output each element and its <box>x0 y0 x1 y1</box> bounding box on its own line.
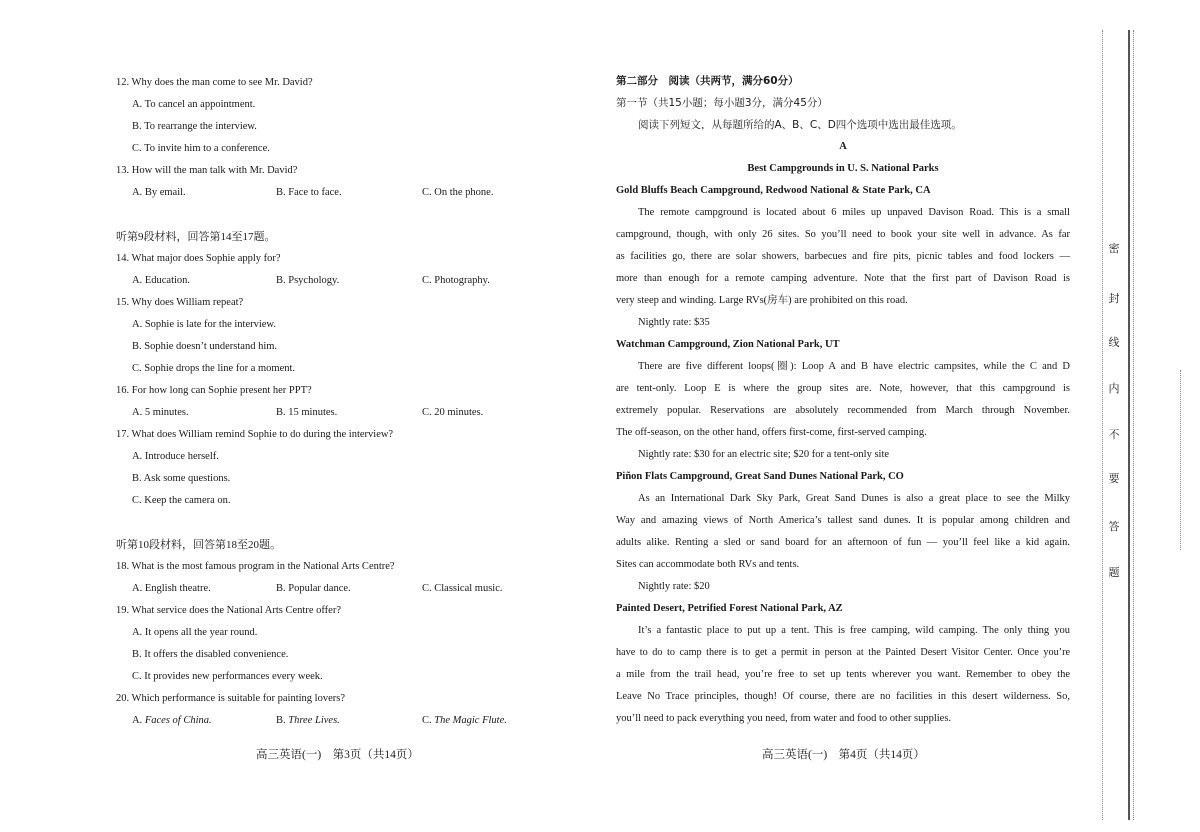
question-17: 17. What does William remind Sophie to do during the interview? <box>116 429 394 440</box>
camp-3-line-3: adults alike. Renting a sled or sand board for an afternoon of fun — you’ll feel like a kid again. <box>616 537 1070 548</box>
question-20-option-c: C. The Magic Flute. <box>422 715 507 726</box>
question-12-option-a: A. To cancel an appointment. <box>132 99 256 110</box>
question-18-option-c: C. Classical music. <box>422 583 503 594</box>
binding-char: 密 <box>1108 242 1120 255</box>
q20-option-c-title: The Magic Flute. <box>434 715 507 726</box>
binding-strip <box>1100 0 1200 832</box>
binding-dotted-line <box>1102 30 1103 820</box>
binding-char: 封 <box>1108 292 1120 305</box>
section-title: 第一节（共15小题；每小题3分，满分45分） <box>616 97 828 109</box>
binding-dotted-line-outer <box>1180 370 1181 550</box>
camp-3-name: Piñon Flats Campground, Great Sand Dunes National Park, CO <box>616 471 904 482</box>
binding-dotted-line-inner <box>1133 30 1134 820</box>
section-heading-9: 听第9段材料，回答第14至17题。 <box>116 231 276 243</box>
camp-1-line-4: more than enough for a remote camping adventure. Note that the first part of Davison Road is <box>616 273 1070 284</box>
question-14-option-c: C. Photography. <box>422 275 490 286</box>
camp-4-line-4: Leave No Trace principles, though! Of course, there are no facilities in this desert wilderness. So, <box>616 691 1070 702</box>
binding-char: 要 <box>1108 472 1120 485</box>
question-15-option-c: C. Sophie drops the line for a moment. <box>132 363 296 374</box>
question-13: 13. How will the man talk with Mr. David? <box>116 165 298 176</box>
right-page-footer: 高三英语(一) 第4页（共14页） <box>762 749 925 761</box>
question-15-option-b: B. Sophie doesn’t understand him. <box>132 341 278 352</box>
question-13-option-a: A. By email. <box>132 187 186 198</box>
question-14: 14. What major does Sophie apply for? <box>116 253 281 264</box>
q20-option-a-title: Faces of China. <box>144 715 212 726</box>
camp-3-rate: Nightly rate: $20 <box>638 581 710 592</box>
left-page-footer: 高三英语(一) 第3页（共14页） <box>256 749 419 761</box>
question-17-option-b: B. Ask some questions. <box>132 473 231 484</box>
question-16-option-c: C. 20 minutes. <box>422 407 484 418</box>
camp-2-line-2: are tent-only. Loop E is where the group sites are. Note, however, that this campground is <box>616 383 1070 394</box>
binding-char: 答 <box>1108 520 1120 533</box>
camp-4-name: Painted Desert, Petrified Forest National Park, AZ <box>616 603 843 614</box>
question-19-option-b: B. It offers the disabled convenience. <box>132 649 289 660</box>
right-page <box>600 0 1100 832</box>
camp-2-name: Watchman Campground, Zion National Park, UT <box>616 339 840 350</box>
question-16-option-a: A. 5 minutes. <box>132 407 189 418</box>
question-12: 12. Why does the man come to see Mr. David? <box>116 77 313 88</box>
q20-option-b-title: Three Lives. <box>288 715 340 726</box>
instruction: 阅读下列短文，从每题所给的A、B、C、D四个选项中选出最佳选项。 <box>638 119 962 131</box>
question-20: 20. Which performance is suitable for painting lovers? <box>116 693 345 704</box>
camp-3-line-4: Sites can accommodate both RVs and tents. <box>616 559 800 570</box>
camp-4-line-2: have to do to camp there is to get a permit in person at the Painted Desert Visitor Center. Once you’re <box>616 647 1070 658</box>
binding-solid-line <box>1128 30 1130 820</box>
camp-1-line-5: very steep and winding. Large RVs(房车) are prohibited on this road. <box>616 295 908 306</box>
question-13-option-c: C. On the phone. <box>422 187 494 198</box>
question-12-option-b: B. To rearrange the interview. <box>132 121 257 132</box>
question-19-option-c: C. It provides new performances every week. <box>132 671 323 682</box>
question-19-option-a: A. It opens all the year round. <box>132 627 258 638</box>
binding-char: 不 <box>1108 428 1120 441</box>
question-13-option-b: B. Face to face. <box>276 187 342 198</box>
binding-char: 线 <box>1108 336 1120 349</box>
passage-letter: A <box>839 141 847 152</box>
camp-2-rate: Nightly rate: $30 for an electric site; $20 for a tent-only site <box>638 449 890 460</box>
question-15-option-a: A. Sophie is late for the interview. <box>132 319 276 330</box>
question-18-option-b: B. Popular dance. <box>276 583 351 594</box>
question-17-option-a: A. Introduce herself. <box>132 451 219 462</box>
question-12-option-c: C. To invite him to a conference. <box>132 143 270 154</box>
camp-3-line-2: Way and amazing views of North America’s tallest sand dunes. It is popular among children and <box>616 515 1070 526</box>
camp-1-line-2: campground, though, with only 26 sites. So you’ll need to book your site well in advance. As far <box>616 229 1070 240</box>
part-title: 第二部分 阅读（共两节，满分60分） <box>616 75 799 87</box>
question-16: 16. For how long can Sophie present her PPT? <box>116 385 312 396</box>
question-16-option-b: B. 15 minutes. <box>276 407 338 418</box>
camp-1-name: Gold Bluffs Beach Campground, Redwood National & State Park, CA <box>616 185 931 196</box>
passage-title: Best Campgrounds in U. S. National Parks <box>747 163 939 174</box>
question-20-option-a: A. Faces of China. <box>132 715 212 726</box>
question-20-option-b: B. Three Lives. <box>276 715 340 726</box>
camp-2-line-1: There are five different loops(圈): Loop A and B have electric campsites, while the C and D <box>638 361 1070 372</box>
camp-3-line-1: As an International Dark Sky Park, Great Sand Dunes is also a great place to see the Milky <box>638 493 1070 504</box>
camp-4-line-1: It’s a fantastic place to put up a tent. This is free camping, wild camping. The only thing you <box>638 625 1070 636</box>
section-heading-10: 听第10段材料，回答第18至20题。 <box>116 539 281 551</box>
question-17-option-c: C. Keep the camera on. <box>132 495 231 506</box>
camp-1-rate: Nightly rate: $35 <box>638 317 710 328</box>
question-14-option-b: B. Psychology. <box>276 275 340 286</box>
camp-1-line-1: The remote campground is located about 6 miles up unpaved Davison Road. This is a small <box>638 207 1070 218</box>
question-19: 19. What service does the National Arts Centre offer? <box>116 605 341 616</box>
binding-char: 内 <box>1108 382 1120 395</box>
camp-1-line-3: as facilities go, there are solar showers, barbecues and fire pits, picnic tables and food lockers — <box>616 251 1070 262</box>
question-18-option-a: A. English theatre. <box>132 583 211 594</box>
question-18: 18. What is the most famous program in the National Arts Centre? <box>116 561 395 572</box>
camp-2-line-3: extremely popular. Reservations are absolutely recommended from March through November. <box>616 405 1070 416</box>
binding-char: 题 <box>1108 566 1120 579</box>
camp-4-line-3: a mile from the trail head, you’re free to set up tents wherever you want. Remember to obey the <box>616 669 1070 680</box>
camp-4-line-5: you’ll need to pack everything you need, from water and food to other supplies. <box>616 713 952 724</box>
question-14-option-a: A. Education. <box>132 275 191 286</box>
camp-2-line-4: The off-season, on the other hand, offers first-come, first-served camping. <box>616 427 927 438</box>
question-15: 15. Why does William repeat? <box>116 297 244 308</box>
